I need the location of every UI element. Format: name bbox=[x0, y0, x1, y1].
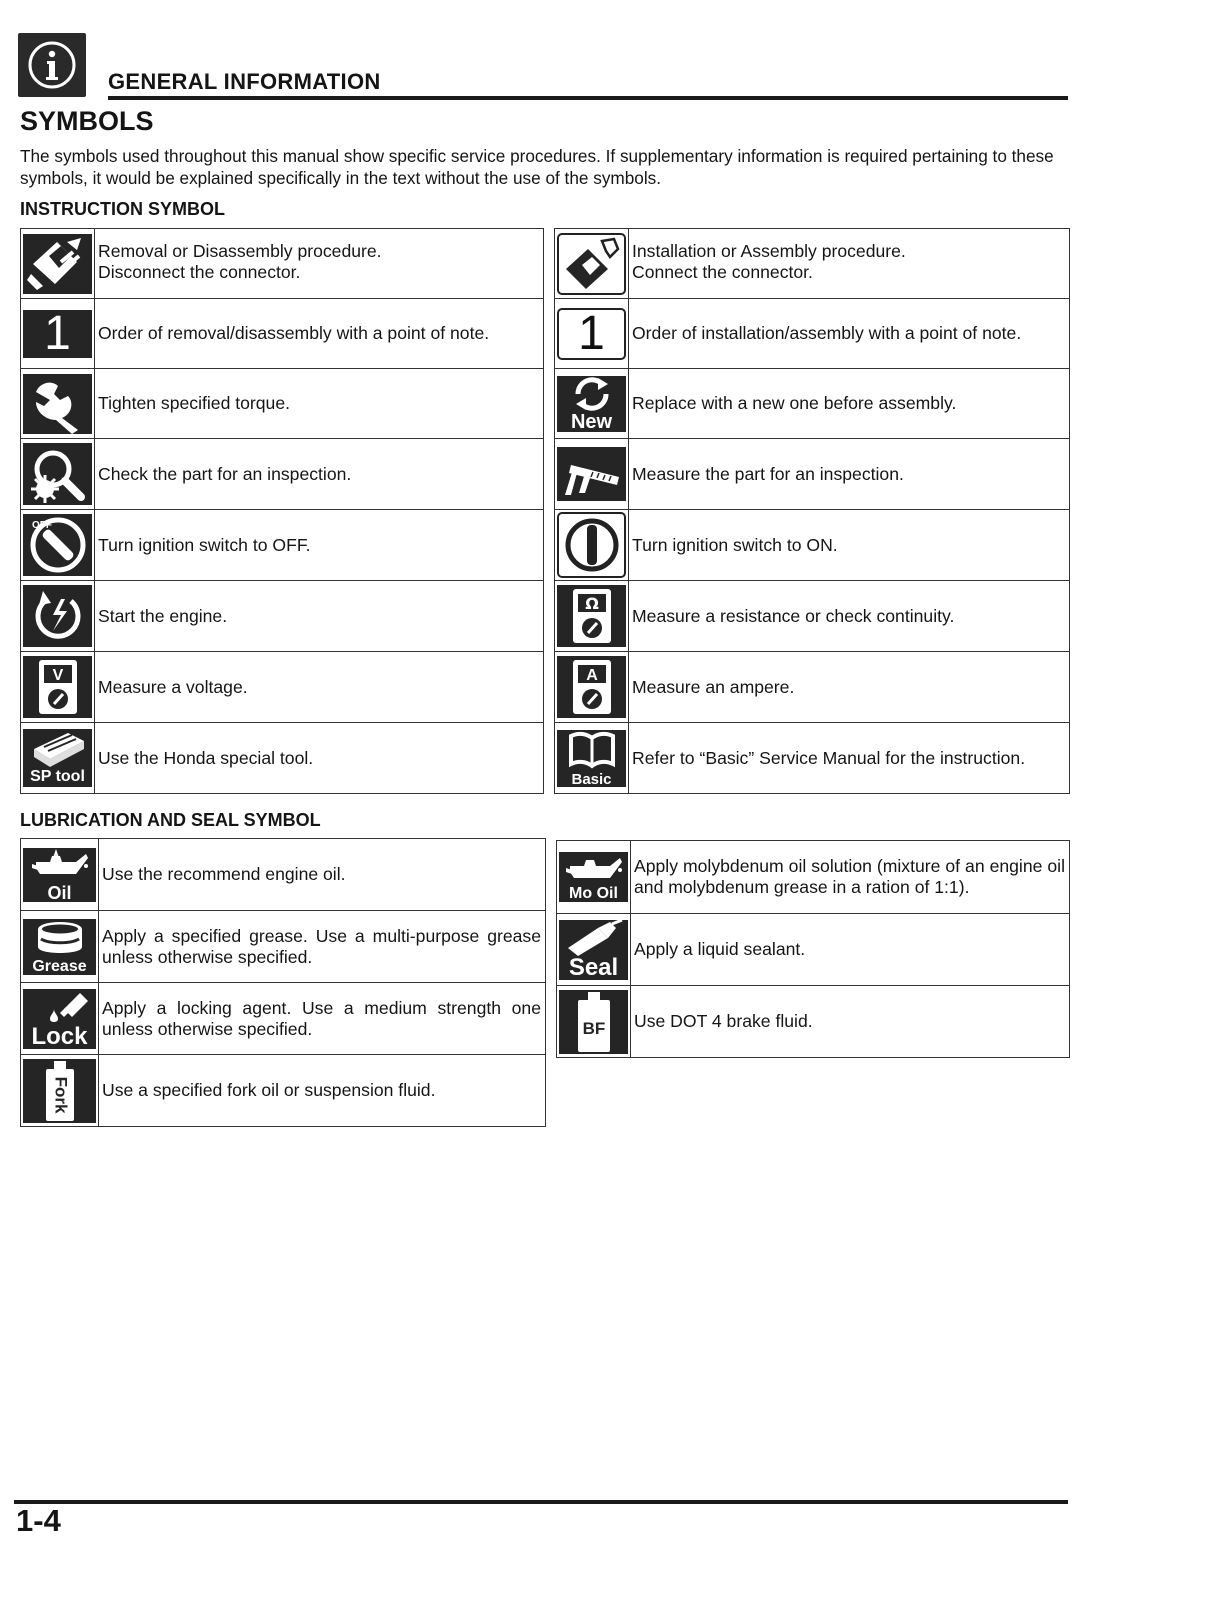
instruction-text: Installation or Assembly procedure. Connect the connector. bbox=[629, 229, 1070, 299]
lubrication-table-left bbox=[20, 838, 546, 1127]
sealant-tube-icon: Seal bbox=[559, 920, 628, 980]
instruction-text: Measure an ampere. bbox=[629, 652, 1070, 723]
lubrication-text: Use a specified fork oil or suspension fluid. bbox=[99, 1055, 546, 1127]
instruction-text: Turn ignition switch to OFF. bbox=[95, 510, 544, 581]
info-icon bbox=[18, 33, 86, 97]
instruction-text: Removal or Disassembly procedure. Disconnect the connector. bbox=[95, 229, 544, 299]
grease-icon: Grease bbox=[23, 919, 96, 975]
instruction-table-left bbox=[20, 228, 544, 794]
lubrication-text: Use the recommend engine oil. bbox=[99, 839, 546, 911]
lubrication-text: Apply a locking agent. Use a medium strength one unless otherwise specified. bbox=[99, 983, 546, 1055]
installation-order-number-icon: 1 bbox=[557, 308, 626, 360]
svg-text:V: V bbox=[52, 667, 63, 684]
instruction-text: Order of removal/disassembly with a point of note. bbox=[95, 299, 544, 369]
installation-assembly-icon bbox=[557, 233, 626, 295]
locking-agent-icon: Lock bbox=[23, 989, 96, 1049]
instruction-text: Use the Honda special tool. bbox=[95, 723, 544, 794]
instruction-text: Measure a voltage. bbox=[95, 652, 544, 723]
lubrication-text: Apply a specified grease. Use a multi-purpose grease unless otherwise specified. bbox=[99, 911, 546, 983]
instruction-text: Tighten specified torque. bbox=[95, 369, 544, 439]
instruction-heading: INSTRUCTION SYMBOL bbox=[20, 199, 225, 219]
intro-paragraph: The symbols used throughout this manual show specific service procedures. If supplementary information is required pertaining to these symbols, it would be explained specifically in the text without the use of the symbols. bbox=[20, 146, 1054, 188]
instruction-text: Turn ignition switch to ON. bbox=[629, 510, 1070, 581]
svg-text:A: A bbox=[585, 667, 598, 684]
fork-oil-icon bbox=[23, 1059, 96, 1123]
svg-text:Fork: Fork bbox=[51, 1076, 71, 1113]
ignition-on-icon bbox=[557, 512, 626, 578]
caliper-measure-icon bbox=[557, 447, 626, 501]
lubrication-heading: LUBRICATION AND SEAL SYMBOL bbox=[20, 810, 321, 830]
section-title: GENERAL INFORMATION bbox=[108, 69, 381, 94]
removal-disassembly-icon bbox=[23, 234, 92, 294]
voltmeter-icon bbox=[23, 656, 92, 718]
basic-manual-book-icon: Basic bbox=[557, 730, 626, 787]
instruction-text: Start the engine. bbox=[95, 581, 544, 652]
instruction-text: Check the part for an inspection. bbox=[95, 439, 544, 510]
oil-can-icon: Oil bbox=[23, 848, 96, 902]
ammeter-icon bbox=[557, 656, 626, 718]
instruction-text: Measure a resistance or check continuity. bbox=[629, 581, 1070, 652]
lubrication-text: Apply molybdenum oil solution (mixture of an engine oil and molybdenum grease in a ration of 1:1). bbox=[631, 841, 1070, 914]
footer-divider bbox=[14, 1500, 1068, 1504]
instruction-text: Order of installation/assembly with a point of note. bbox=[629, 299, 1070, 369]
instruction-text: Replace with a new one before assembly. bbox=[629, 369, 1070, 439]
brake-fluid-icon bbox=[559, 990, 628, 1054]
lubrication-table-right bbox=[556, 840, 1070, 1058]
ohmmeter-icon bbox=[557, 585, 626, 647]
ignition-off-icon bbox=[23, 514, 92, 576]
start-engine-icon bbox=[23, 585, 92, 647]
removal-order-number-icon: 1 bbox=[23, 310, 92, 358]
page-number: 1-4 bbox=[16, 1503, 61, 1538]
page-title: SYMBOLS bbox=[20, 106, 154, 136]
molybdenum-oil-icon: Mo Oil bbox=[559, 852, 628, 902]
special-tool-icon: SP tool bbox=[23, 729, 92, 787]
svg-text:BF: BF bbox=[582, 1018, 605, 1038]
wrench-torque-icon bbox=[23, 374, 92, 434]
header-divider bbox=[108, 96, 1068, 100]
instruction-text: Refer to “Basic” Service Manual for the instruction. bbox=[629, 723, 1070, 794]
svg-text:OFF: OFF bbox=[31, 520, 52, 531]
instruction-text: Measure the part for an inspection. bbox=[629, 439, 1070, 510]
instruction-table-right bbox=[554, 228, 1070, 794]
lubrication-text: Apply a liquid sealant. bbox=[631, 914, 1070, 986]
svg-text:Ω: Ω bbox=[584, 594, 599, 613]
inspection-magnifier-icon bbox=[23, 443, 92, 505]
lubrication-text: Use DOT 4 brake fluid. bbox=[631, 986, 1070, 1058]
replace-new-icon: New bbox=[557, 376, 626, 432]
